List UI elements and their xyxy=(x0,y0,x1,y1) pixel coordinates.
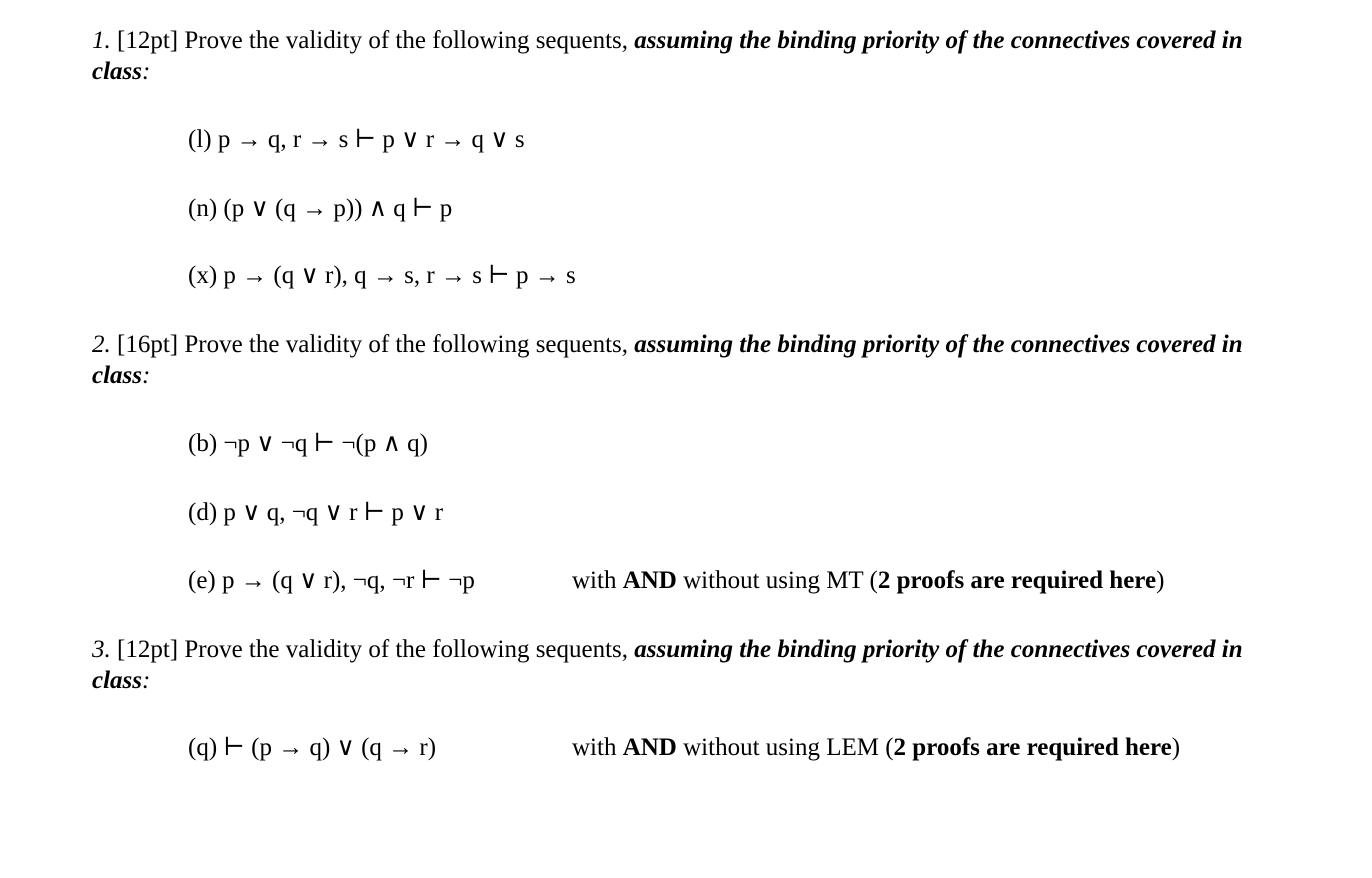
question-text: Prove the validity of the following sequents, xyxy=(184,331,629,358)
sequent-label: (d) xyxy=(188,499,218,526)
question-colon: : xyxy=(142,362,151,389)
sequent-formula: p → q, r → s ⊢ p ∨ r → q ∨ s xyxy=(217,126,525,153)
sequent-label: (e) xyxy=(188,567,216,594)
note-bold: 2 proofs are required here xyxy=(877,567,1157,594)
sequent-item-d xyxy=(188,498,443,528)
proof-requirement-note-e xyxy=(572,566,1164,596)
note-and: AND xyxy=(622,567,677,594)
question-number: 3. xyxy=(92,636,111,663)
note-and: AND xyxy=(622,734,677,761)
question-colon: : xyxy=(142,667,151,694)
proof-requirement-note-q xyxy=(572,733,1180,763)
sequent-formula: (p ∨ (q → p)) ∧ q ⊢ p xyxy=(223,195,453,222)
question-emphasis: assuming the binding priority of the connectives covered xyxy=(634,331,1216,358)
note-post: ) xyxy=(1156,567,1165,594)
note-mid: without using MT ( xyxy=(683,567,878,594)
question-points: [12pt] xyxy=(117,27,179,54)
sequent-formula: p ∨ q, ¬q ∨ r ⊢ p ∨ r xyxy=(223,499,444,526)
question-points: [12pt] xyxy=(117,636,179,663)
sequent-label: (q) xyxy=(188,734,218,761)
note-bold: 2 proofs are required here xyxy=(893,734,1172,761)
sequent-item-n xyxy=(188,194,452,224)
sequent-label: (n) xyxy=(188,195,218,222)
question-3-prompt xyxy=(92,634,1302,696)
sequent-label: (l) xyxy=(188,126,212,153)
question-tail: in class xyxy=(92,331,1243,389)
question-tail: in class xyxy=(92,27,1243,85)
question-emphasis: assuming the binding priority of the connectives covered xyxy=(634,27,1216,54)
sequent-formula: ¬p ∨ ¬q ⊢ ¬(p ∧ q) xyxy=(223,430,428,457)
sequent-formula: p → (q ∨ r), ¬q, ¬r ⊢ ¬p xyxy=(222,567,475,594)
note-pre: with xyxy=(572,734,617,761)
sequent-item-q xyxy=(188,733,436,763)
question-number: 2. xyxy=(92,331,111,358)
note-pre: with xyxy=(572,567,617,594)
question-number: 1. xyxy=(92,27,111,54)
question-text: Prove the validity of the following sequents, xyxy=(184,636,629,663)
question-tail: in class xyxy=(92,636,1243,694)
question-points: [16pt] xyxy=(117,331,179,358)
sequent-formula: p → (q ∨ r), q → s, r → s ⊢ p → s xyxy=(223,262,576,289)
note-post: ) xyxy=(1171,734,1181,761)
note-mid: without using LEM ( xyxy=(683,734,894,761)
sequent-item-x xyxy=(188,261,576,291)
question-colon: : xyxy=(142,58,151,85)
question-text: Prove the validity of the following sequents, xyxy=(184,27,629,54)
sequent-label: (b) xyxy=(188,430,218,457)
sequent-formula: ⊢ (p → q) ∨ (q → r) xyxy=(223,734,437,761)
sequent-label: (x) xyxy=(188,262,218,289)
sequent-item-b xyxy=(188,429,428,459)
question-1-prompt xyxy=(92,25,1302,87)
sequent-item-e xyxy=(188,566,475,596)
question-emphasis: assuming the binding priority of the connectives covered xyxy=(634,636,1216,663)
sequent-item-l xyxy=(188,125,525,155)
question-2-prompt xyxy=(92,329,1302,391)
